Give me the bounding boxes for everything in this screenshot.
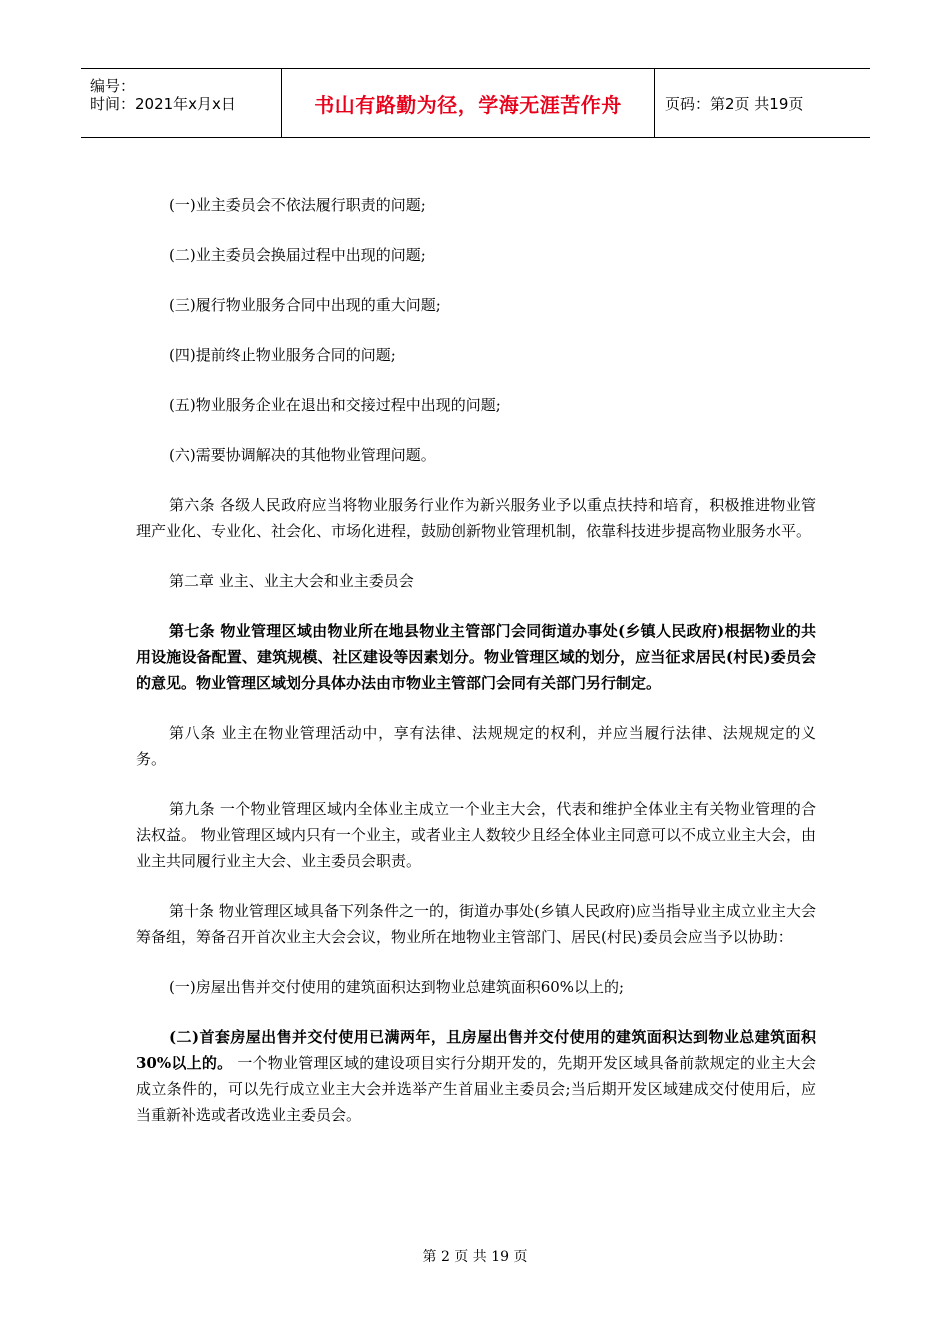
header-table xyxy=(81,68,870,138)
article-10: 第十条 物业管理区域具备下列条件之一的，街道办事处(乡镇人民政府)应当指导业主成立业主大会筹备组，筹备召开首次业主大会会议，物业所在地物业主管部门、居民(村民)委员会应当予以协助： xyxy=(136,902,816,946)
paragraph-item-5: (五)物业服务企业在退出和交接过程中出现的问题; xyxy=(169,396,501,414)
article-10-item-2 xyxy=(136,1024,816,1128)
paragraph-item-3: (三)履行物业服务合同中出现的重大问题; xyxy=(169,296,441,314)
article-7: 第七条 物业管理区域由物业所在地县物业主管部门会同街道办事处(乡镇人民政府)根据物业的共用设施设备配置、建筑规模、社区建设等因素划分。物业管理区域的划分，应当征求居民(村民)委员会的意见。物业管理区域划分具体办法由市物业主管部门会同有关部门另行制定。 xyxy=(136,622,816,692)
document-code-label: 编号： xyxy=(90,77,136,95)
header-motto: 书山有路勤为径，学海无涯苦作舟 xyxy=(314,92,622,117)
chapter-2-heading: 第二章 业主、业主大会和业主委员会 xyxy=(169,572,414,590)
document-time-label: 时间：2021年x月x日 xyxy=(90,95,236,113)
header-left-cell xyxy=(81,69,282,137)
paragraph-item-2: (二)业主委员会换届过程中出现的问题; xyxy=(169,246,426,264)
paragraph-item-4: (四)提前终止物业服务合同的问题; xyxy=(169,346,396,364)
paragraph-item-1: (一)业主委员会不依法履行职责的问题; xyxy=(169,196,426,214)
article-9: 第九条 一个物业管理区域内全体业主成立一个业主大会，代表和维护全体业主有关物业管理的合法权益。 物业管理区域内只有一个业主，或者业主人数较少且经全体业主同意可以不成立业主大会，由业主共同履行业主大会、业主委员会职责。 xyxy=(136,800,816,870)
document-body xyxy=(136,192,816,1152)
header-middle-cell xyxy=(282,69,655,137)
article-10-item-1: (一)房屋出售并交付使用的建筑面积达到物业总建筑面积60%以上的; xyxy=(169,978,625,996)
page-footer: 第 2 页 共 19 页 xyxy=(422,1249,528,1265)
header-right-cell xyxy=(655,69,870,137)
article-6: 第六条 各级人民政府应当将物业服务行业作为新兴服务业予以重点扶持和培育，积极推进物业管理产业化、专业化、社会化、市场化进程，鼓励创新物业管理机制，依靠科技进步提高物业服务水平。 xyxy=(136,496,816,540)
paragraph-item-6: (六)需要协调解决的其他物业管理问题。 xyxy=(169,446,436,464)
article-10-item-2-text: 一个物业管理区域的建设项目实行分期开发的，先期开发区域具备前款规定的业主大会成立条件的，可以先行成立业主大会并选举产生首届业主委员会;当后期开发区域建成交付使用后，应当重新补选或者改选业主委员会。 xyxy=(136,1054,816,1124)
header-page-info: 页码：第2页 共19页 xyxy=(665,94,804,113)
article-8: 第八条 业主在物业管理活动中，享有法律、法规规定的权利，并应当履行法律、法规规定的义务。 xyxy=(136,724,816,768)
article-10-item-2-bold: (二)首套房屋出售并交付使用已满两年，且房屋出售并交付使用的建筑面积达到物业总建筑面积30%以上的。 xyxy=(136,1028,816,1072)
